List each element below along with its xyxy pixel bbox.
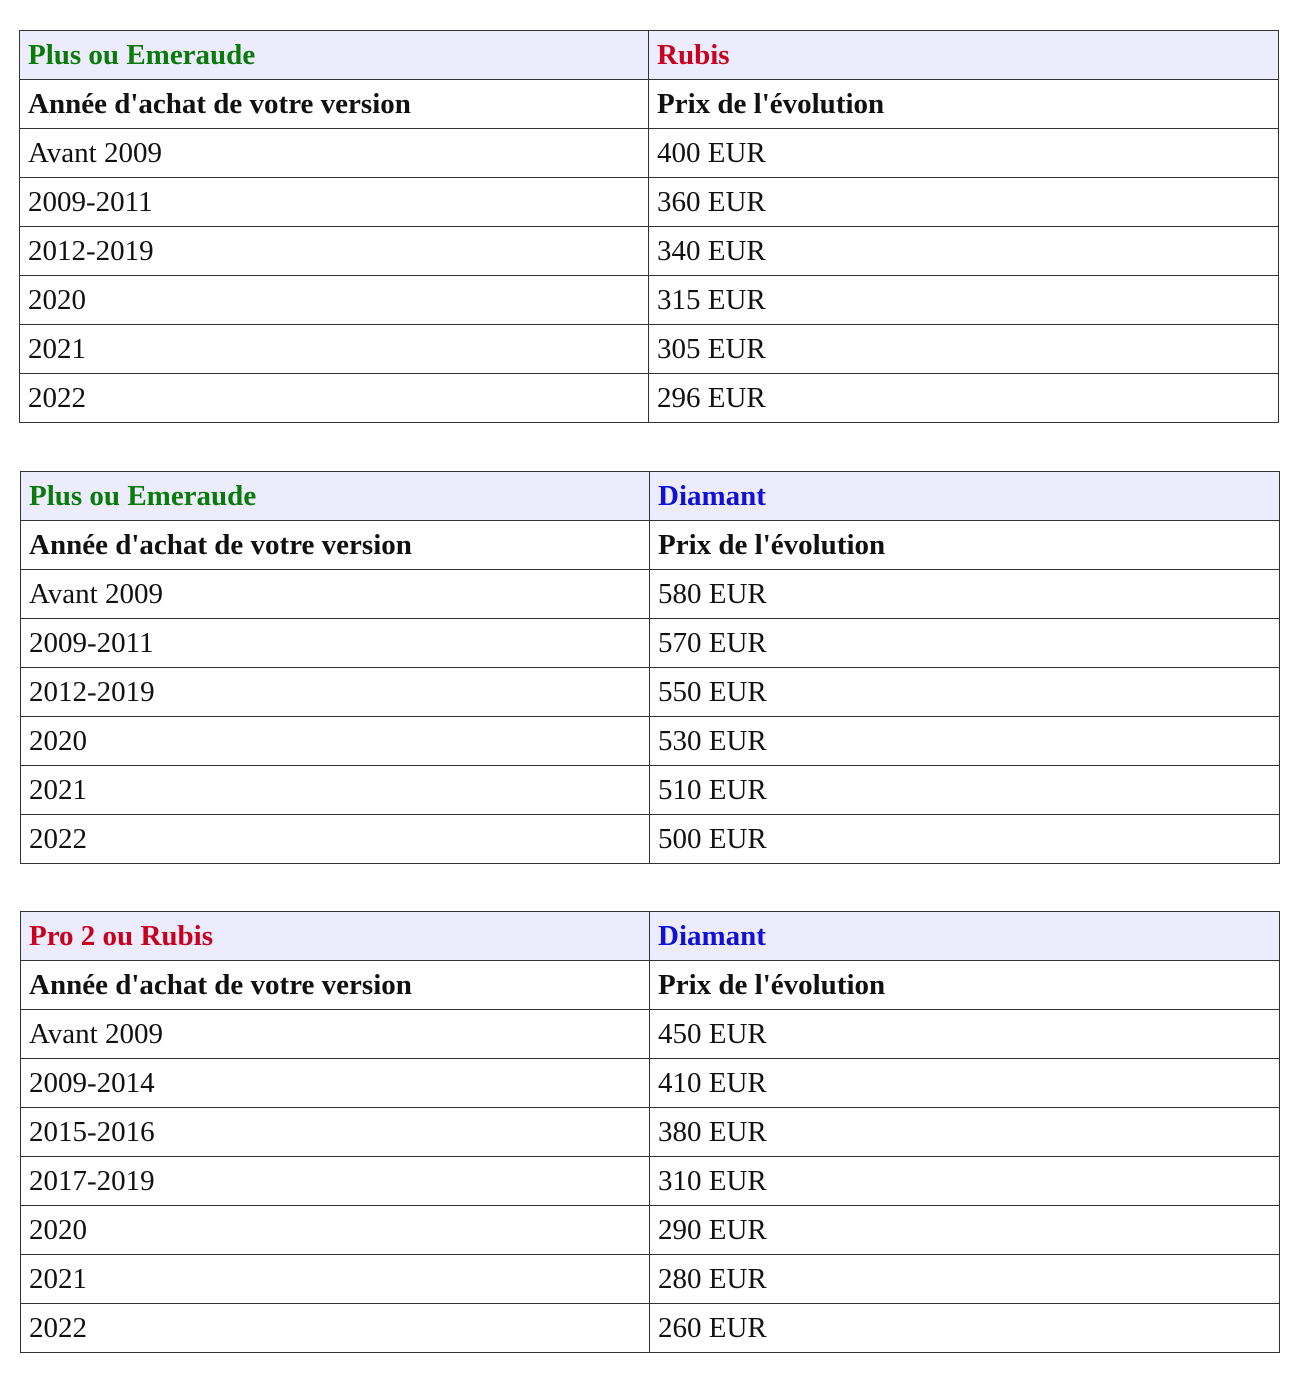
table-row — [21, 570, 1280, 619]
purchase-year-cell: 2020 — [21, 1206, 650, 1255]
upgrade-price-cell: 400 EUR — [649, 129, 1279, 178]
table-row — [20, 325, 1279, 374]
purchase-year-cell: 2021 — [21, 1255, 650, 1304]
upgrade-price-table — [20, 471, 1280, 864]
purchase-year-cell: 2022 — [21, 1304, 650, 1353]
purchase-year-cell: 2015-2016 — [21, 1108, 650, 1157]
purchase-year-header: Année d'achat de votre version — [21, 961, 650, 1010]
upgrade-price-cell: 580 EUR — [650, 570, 1280, 619]
table-row — [21, 1304, 1280, 1353]
table-row — [20, 276, 1279, 325]
purchase-year-cell: 2009-2014 — [21, 1059, 650, 1108]
upgrade-price-cell: 315 EUR — [649, 276, 1279, 325]
upgrade-price-cell: 380 EUR — [650, 1108, 1280, 1157]
upgrade-price-header: Prix de l'évolution — [650, 961, 1280, 1010]
upgrade-price-cell: 305 EUR — [649, 325, 1279, 374]
current-version-label: Pro 2 ou Rubis — [21, 912, 650, 961]
purchase-year-cell: Avant 2009 — [20, 129, 649, 178]
purchase-year-cell: Avant 2009 — [21, 1010, 650, 1059]
upgrade-price-table — [20, 911, 1280, 1353]
version-title-row — [20, 31, 1279, 80]
upgrade-price-cell: 340 EUR — [649, 227, 1279, 276]
upgrade-price-cell: 530 EUR — [650, 717, 1280, 766]
target-version-label: Rubis — [649, 31, 1279, 80]
table-row — [20, 129, 1279, 178]
purchase-year-header: Année d'achat de votre version — [21, 521, 650, 570]
target-version-label: Diamant — [650, 472, 1280, 521]
table-row — [21, 1157, 1280, 1206]
upgrade-price-cell: 570 EUR — [650, 619, 1280, 668]
purchase-year-cell: Avant 2009 — [21, 570, 650, 619]
table-row — [21, 766, 1280, 815]
upgrade-price-table — [19, 30, 1279, 423]
purchase-year-cell: 2012-2019 — [21, 668, 650, 717]
table-row — [21, 1059, 1280, 1108]
purchase-year-cell: 2020 — [20, 276, 649, 325]
upgrade-price-cell: 310 EUR — [650, 1157, 1280, 1206]
upgrade-price-cell: 450 EUR — [650, 1010, 1280, 1059]
table-row — [20, 227, 1279, 276]
upgrade-price-cell: 260 EUR — [650, 1304, 1280, 1353]
purchase-year-cell: 2021 — [21, 766, 650, 815]
upgrade-price-header: Prix de l'évolution — [649, 80, 1279, 129]
table-row — [21, 1010, 1280, 1059]
purchase-year-cell: 2022 — [21, 815, 650, 864]
purchase-year-cell: 2022 — [20, 374, 649, 423]
target-version-label: Diamant — [650, 912, 1280, 961]
table-row — [21, 1108, 1280, 1157]
table-row — [21, 815, 1280, 864]
purchase-year-header: Année d'achat de votre version — [20, 80, 649, 129]
upgrade-price-cell: 360 EUR — [649, 178, 1279, 227]
purchase-year-cell: 2020 — [21, 717, 650, 766]
table-row — [20, 178, 1279, 227]
table-row — [21, 1255, 1280, 1304]
purchase-year-cell: 2009-2011 — [20, 178, 649, 227]
purchase-year-cell: 2021 — [20, 325, 649, 374]
upgrade-price-cell: 410 EUR — [650, 1059, 1280, 1108]
table-row — [20, 374, 1279, 423]
table-row — [21, 717, 1280, 766]
upgrade-price-header: Prix de l'évolution — [650, 521, 1280, 570]
upgrade-price-cell: 280 EUR — [650, 1255, 1280, 1304]
column-header-row — [21, 961, 1280, 1010]
table-row — [21, 668, 1280, 717]
column-header-row — [21, 521, 1280, 570]
column-header-row — [20, 80, 1279, 129]
version-title-row — [21, 912, 1280, 961]
current-version-label: Plus ou Emeraude — [21, 472, 650, 521]
upgrade-price-cell: 500 EUR — [650, 815, 1280, 864]
upgrade-price-cell: 296 EUR — [649, 374, 1279, 423]
upgrade-price-cell: 290 EUR — [650, 1206, 1280, 1255]
version-title-row — [21, 472, 1280, 521]
table-row — [21, 1206, 1280, 1255]
upgrade-price-cell: 550 EUR — [650, 668, 1280, 717]
table-row — [21, 619, 1280, 668]
current-version-label: Plus ou Emeraude — [20, 31, 649, 80]
purchase-year-cell: 2009-2011 — [21, 619, 650, 668]
upgrade-price-cell: 510 EUR — [650, 766, 1280, 815]
purchase-year-cell: 2017-2019 — [21, 1157, 650, 1206]
purchase-year-cell: 2012-2019 — [20, 227, 649, 276]
